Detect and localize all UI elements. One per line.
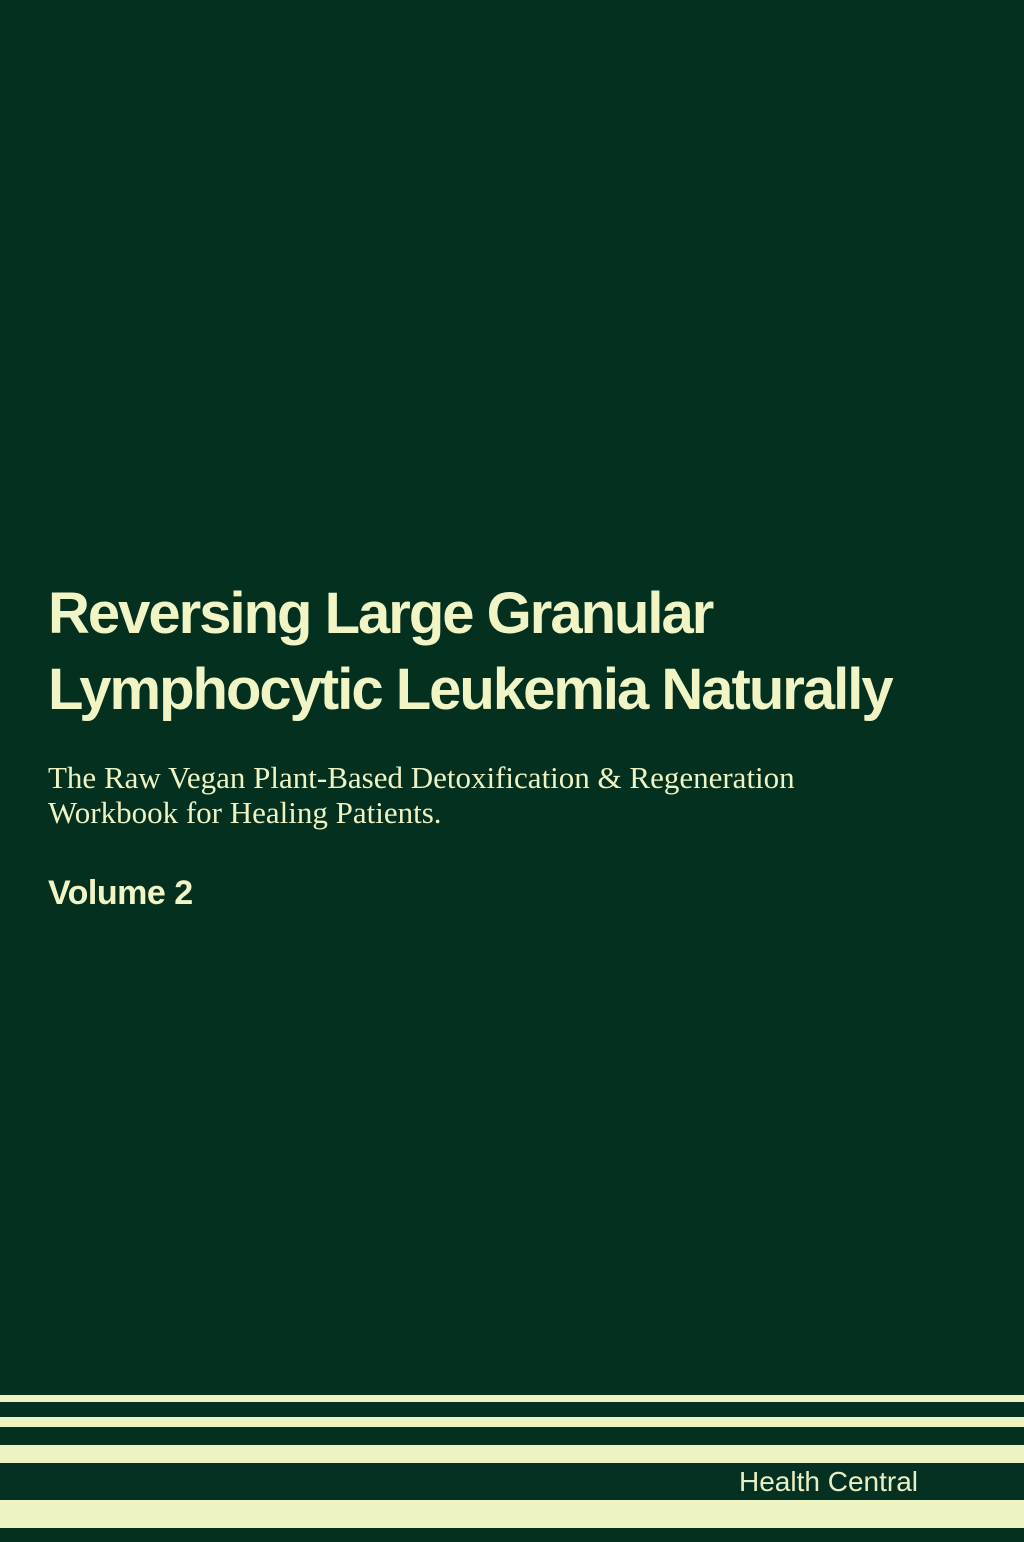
cover-text-block bbox=[48, 576, 984, 912]
publisher-band bbox=[0, 1463, 1024, 1500]
book-title-line-2: Lymphocytic Leukemia Naturally bbox=[48, 657, 892, 722]
footer-stripe-thick bbox=[0, 1500, 1024, 1528]
footer-stripe-medium bbox=[0, 1445, 1024, 1463]
book-subtitle-line-1: The Raw Vegan Plant-Based Detoxification & Regeneration bbox=[48, 760, 795, 795]
footer-stripe-thin-1 bbox=[0, 1395, 1024, 1402]
footer-stripe-thin-2 bbox=[0, 1417, 1024, 1427]
volume-label: Volume 2 bbox=[48, 874, 193, 912]
book-title bbox=[48, 576, 984, 728]
book-subtitle bbox=[48, 760, 984, 830]
book-title-line-1: Reversing Large Granular bbox=[48, 581, 713, 646]
publisher-name: Health Central bbox=[739, 1465, 918, 1497]
book-subtitle-line-2: Workbook for Healing Patients. bbox=[48, 795, 442, 830]
